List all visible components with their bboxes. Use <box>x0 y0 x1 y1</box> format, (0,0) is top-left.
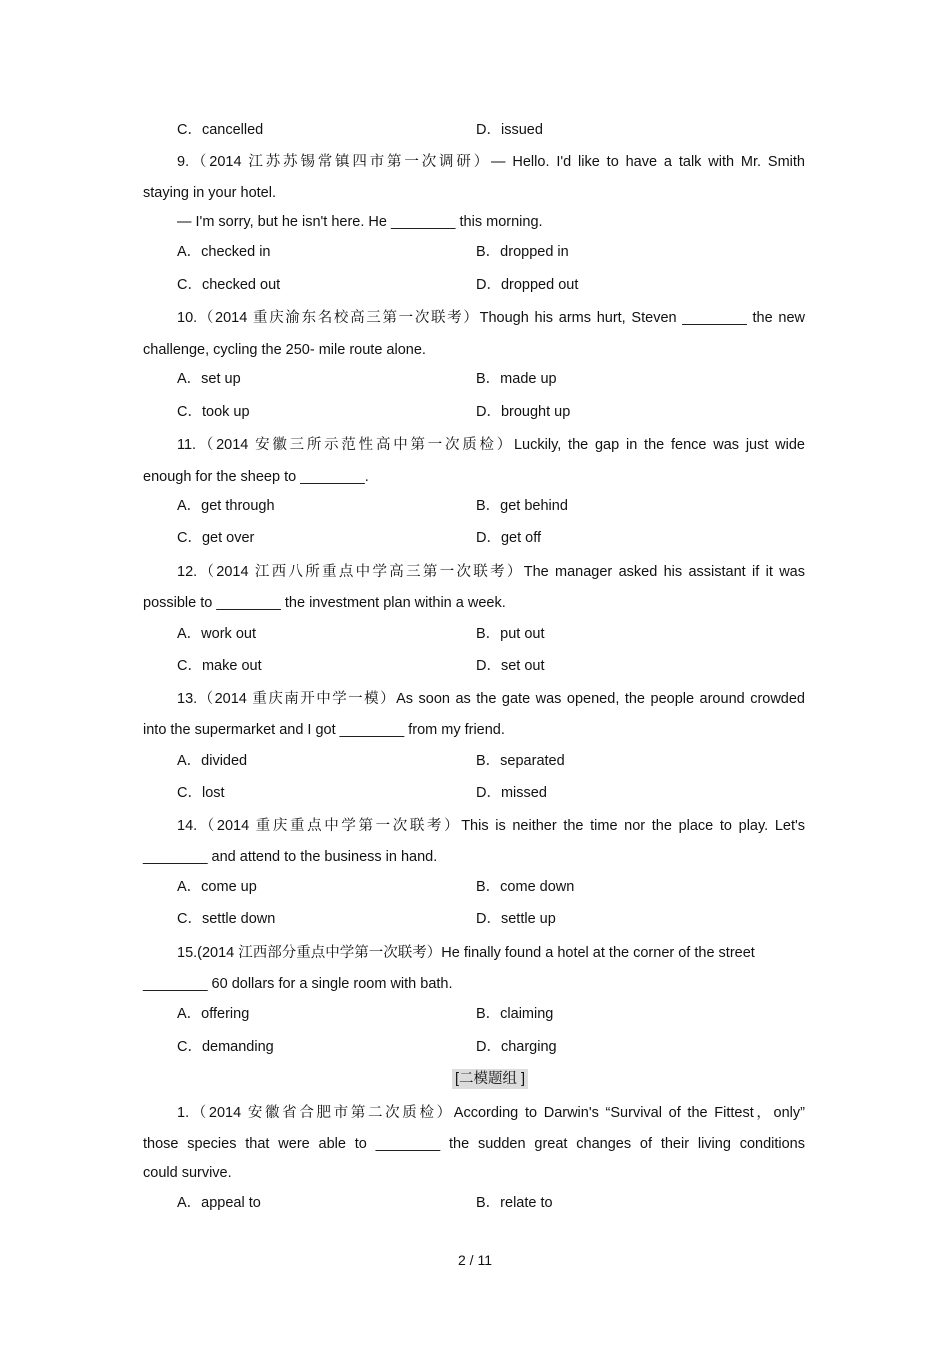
q13-option-c: C．lost <box>177 785 225 801</box>
q8-option-c: C．cancelled <box>177 122 264 138</box>
q11-option-b: B．get behind <box>476 498 568 514</box>
q13-stem-cont: into the supermarket and I got ________ from my friend. <box>143 722 505 738</box>
s2-q1-stem-cont2: could survive. <box>143 1165 232 1181</box>
q15-option-b: B．claiming <box>476 1006 554 1022</box>
q14-option-b: B．come down <box>476 879 575 895</box>
q12-option-d: D．set out <box>476 658 545 674</box>
q9-stem: 9.（2014 江苏苏锡常镇四市第一次调研）— Hello. I'd like to have a talk with Mr. Smith <box>177 154 805 170</box>
s2-q1-stem: 1.（2014 安徽省合肥市第二次质检）According to Darwin's “Survival of the Fittest，only” <box>177 1105 805 1121</box>
q11-stem: 11.（2014 安徽三所示范性高中第一次质检）Luckily, the gap in the fence was just wide <box>177 437 805 453</box>
q11-option-d: D．get off <box>476 530 542 546</box>
q14-option-c: C．settle down <box>177 911 276 927</box>
q12-stem: 12.（2014 江西八所重点中学高三第一次联考）The manager asked his assistant if it was <box>177 564 805 580</box>
q12-option-c: C．make out <box>177 658 262 674</box>
section-title: [二模题组 ] <box>452 1069 528 1089</box>
q13-option-d: D．missed <box>476 785 547 801</box>
page-number: 2 / 11 <box>458 1252 492 1268</box>
q10-option-b: B．made up <box>476 371 557 387</box>
q11-stem-cont: enough for the sheep to ________. <box>143 469 369 485</box>
q14-option-a: A．come up <box>177 879 257 895</box>
q15-option-a: A．offering <box>177 1006 250 1022</box>
q15-option-c: C．demanding <box>177 1039 274 1055</box>
q15-stem-cont: ________ 60 dollars for a single room with bath. <box>143 976 453 992</box>
q10-stem: 10.（2014 重庆渝东名校高三第一次联考）Though his arms hurt, Steven ________ the new <box>177 310 805 326</box>
q9-reply: — I'm sorry, but he isn't here. He ________ this morning. <box>177 214 543 230</box>
s2-q1-option-b: B．relate to <box>476 1195 553 1211</box>
q15-stem: 15.(2014 江西部分重点中学第一次联考）He finally found a hotel at the corner of the street <box>177 945 755 961</box>
q9-option-a: A．checked in <box>177 244 271 260</box>
q14-stem: 14.（2014 重庆重点中学第一次联考）This is neither the time nor the place to play. Let's <box>177 818 805 834</box>
q9-option-d: D．dropped out <box>476 277 579 293</box>
s2-q1-option-a: A．appeal to <box>177 1195 261 1211</box>
q9-stem-cont: staying in your hotel. <box>143 185 276 201</box>
q13-option-a: A．divided <box>177 753 248 769</box>
q9-option-c: C．checked out <box>177 277 281 293</box>
q11-option-a: A．get through <box>177 498 275 514</box>
q13-stem: 13.（2014 重庆南开中学一模）As soon as the gate was opened, the people around crowded <box>177 691 805 707</box>
q14-stem-cont: ________ and attend to the business in hand. <box>143 849 438 865</box>
q14-option-d: D．settle up <box>476 911 556 927</box>
q12-option-a: A．work out <box>177 626 256 642</box>
q12-stem-cont: possible to ________ the investment plan within a week. <box>143 595 506 611</box>
q10-option-c: C．took up <box>177 404 250 420</box>
q8-option-d: D．issued <box>476 122 543 138</box>
q10-option-d: D．brought up <box>476 404 571 420</box>
q10-option-a: A．set up <box>177 371 241 387</box>
q10-stem-cont: challenge, cycling the 250- mile route alone. <box>143 342 426 358</box>
s2-q1-stem-cont: those species that were able to ________ the sudden great changes of their living conditions <box>143 1136 805 1152</box>
q9-option-b: B．dropped in <box>476 244 569 260</box>
q13-option-b: B．separated <box>476 753 565 769</box>
q12-option-b: B．put out <box>476 626 545 642</box>
q15-option-d: D．charging <box>476 1039 557 1055</box>
q11-option-c: C．get over <box>177 530 255 546</box>
